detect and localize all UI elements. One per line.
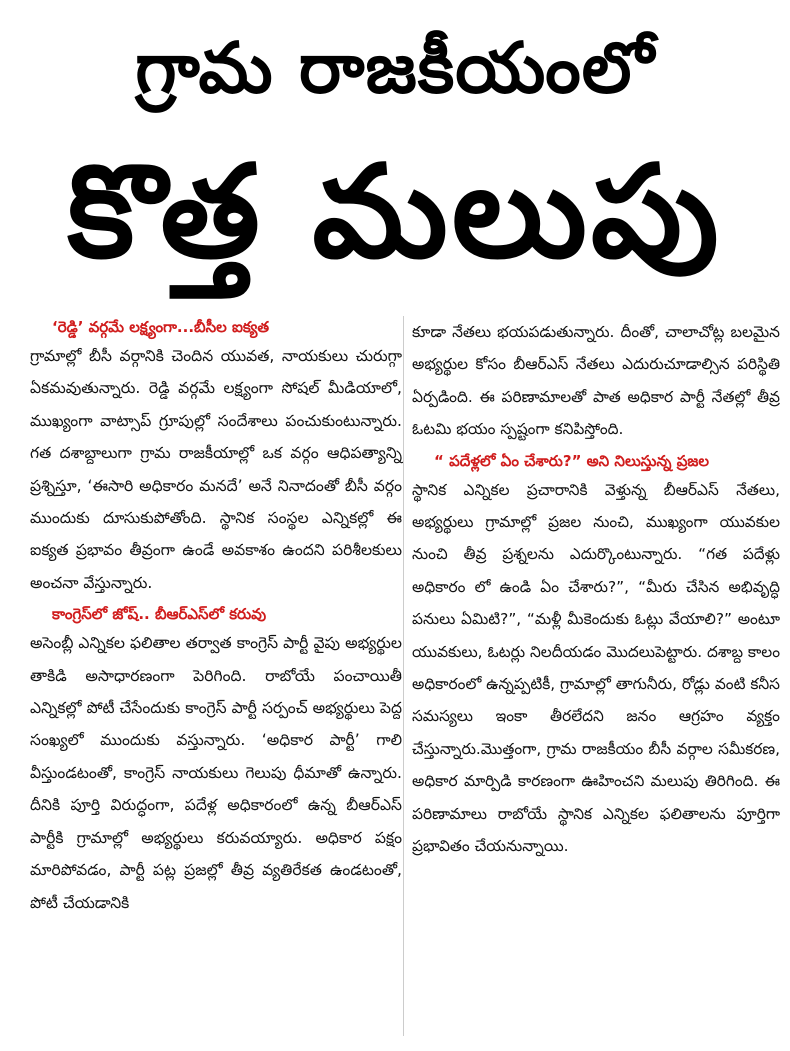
headline-line-1: గ్రామ రాజకీయంలో [135, 27, 655, 109]
subhead-ten-years-question: “ పదేళ్లలో ఏం చేశారు?” అని నిలుస్తున్న ప్రజల [434, 451, 709, 470]
right-column [412, 316, 780, 863]
subhead-reddi-target: ‘రెడ్డి’ వర్గమే లక్ష్యంగా...బీసీల ఐక్యత [52, 318, 269, 336]
paragraph-people-questions: స్థానిక ఎన్నికల ప్రచారానికి వెళ్తున్న బీఆర్ఎస్ నేతలు, అభ్యర్థులు గ్రామాల్లో ప్రజల నుంచి, ముఖ్యంగా యువకుల నుంచి తీవ్ర ప్రశ్నలను ఎదుర్కొంటున్నారు. “గత పదేళ్లు అధికారం లో ఉండి ఏం చేశారు?”, “మీరు చేసిన అభివృద్ధి పనులు ఏమిటి?”, “మళ్లీ మీకెందుకు ఓట్లు వేయాలి?” అంటూ యువకులు, ఓటర్లు నిలదీయడం మొదలుపెట్టారు. దశాబ్ద కాలం అధికారంలో ఉన్నప్పటికీ, గ్రామాల్లో తాగునీరు, రోడ్లు వంటి కనీస సమస్యలు ఇంకా తీరలేదని జనం ఆగ్రహం వ్యక్తం చేస్తున్నారు.మొత్తంగా, గ్రామ రాజకీయం బీసీ వర్గాల సమీకరణ, అధికార మార్పిడి కారణంగా ఊహించని మలుపు తిరిగింది. ఈ పరిణామాలు రాబోయే స్థానిక ఎన్నికల ఫలితాలను పూర్తిగా ప్రభావితం చేయనున్నాయి. [412, 480, 780, 856]
paragraph-bc-unity: గ్రామాల్లో బీసీ వర్గానికి చెందిన యువత, నాయకులు చురుగ్గా ఏకమవుతున్నారు. రెడ్డి వర్గమే లక్ష్యంగా సోషల్ మీడియాలో, ముఖ్యంగా వాట్సాప్ గ్రూపుల్లో సందేశాలు పంచుకుంటున్నారు. గత దశాబ్దాలుగా గ్రామ రాజకీయాల్లో ఒక వర్గం ఆధిపత్యాన్ని ప్రశ్నిస్తూ, ‘ఈసారి అధికారం మనదే’ అనే నినాదంతో బీసీ వర్గం ముందుకు దూసుకుపోతోంది. స్థానిక సంస్థల ఎన్నికల్లో ఈ ఐక్యత ప్రభావం తీవ్రంగా ఉండే అవకాశం ఉందని పరిశీలకులు అంచనా వేస్తున్నారు. [30, 347, 402, 592]
column-divider [403, 316, 404, 1036]
headline-line-2: కొత్త మలుపు [67, 138, 723, 287]
paragraph-congress-brs: అసెంబ్లీ ఎన్నికల ఫలితాల తర్వాత కాంగ్రెస్ పార్టీ వైపు అభ్యర్థుల తాకిడి అసాధారణంగా పెరిగింది. రాబోయే పంచాయితీ ఎన్నికల్లో పోటీ చేసేందుకు కాంగ్రెస్ పార్టీ సర్పంచ్ అభ్యర్థులు పెద్ద సంఖ్యలో ముందుకు వస్తున్నారు. ‘అధికార పార్టీ’ గాలి వీస్తుండటంతో, కాంగ్రెస్ నాయకులు గెలుపు ధీమాతో ఉన్నారు. దీనికి పూర్తి విరుద్ధంగా, పదేళ్ల అధికారంలో ఉన్న బీఆర్ఎస్ పార్టీకి గ్రామాల్లో అభ్యర్థులు కరువయ్యారు. అధికార పక్షం మారిపోవడం, పార్టీ పట్ల ప్రజల్లో తీవ్ర వ్యతిరేకత ఉండటంతో, పోటీ చేయడానికి [30, 634, 402, 912]
subhead-congress-josh: కాంగ్రెస్‌లో జోష్.. బీఆర్ఎస్‌లో కరువు [52, 605, 267, 624]
left-column [30, 316, 402, 919]
paragraph-brs-fear: కూడా నేతలు భయపడుతున్నారు. దీంతో, చాలాచోట్ల బలమైన అభ్యర్థుల కోసం బీఆర్ఎస్ నేతలు ఎదురుచూడాల్సిన పరిస్థితి ఏర్పడింది. ఈ పరిణామాలతో పాత అధికార పార్టీ నేతల్లో తీవ్ర ఓటమి భయం స్పష్టంగా కనిపిస్తోంది. [412, 323, 780, 439]
